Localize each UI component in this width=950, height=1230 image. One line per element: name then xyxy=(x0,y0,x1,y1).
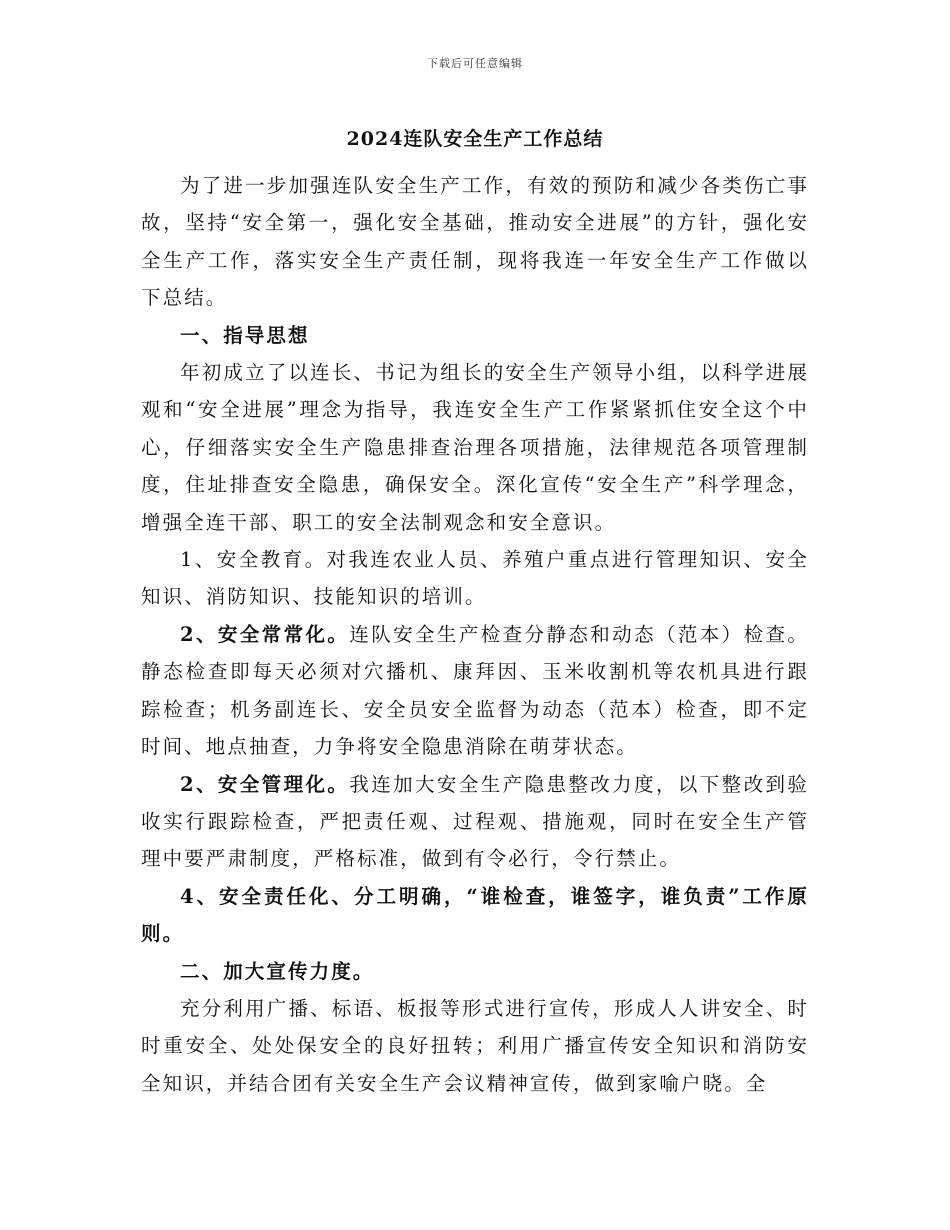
safety-management-text: 我连加大安全生产隐患整改力度，以下整改到验收实行跟踪检查，严把责任观、过程观、措施观，同时在安全生产管理中要严肃制度，严格标准，做到有令必行，令行禁止。 xyxy=(141,772,809,871)
safety-management-paragraph xyxy=(141,766,809,878)
safety-education-paragraph: 1、安全教育。对我连农业人员、养殖户重点进行管理知识、安全知识、消防知识、技能知识的培训。 xyxy=(141,548,809,609)
document-body xyxy=(141,167,809,1102)
safety-responsibility-paragraph: 4、安全责任化、分工明确，“谁检查，谁签字，谁负责”工作原则。 xyxy=(141,884,809,946)
guiding-thought-paragraph: 年初成立了以连长、书记为组长的安全生产领导小组，以科学进展观和“安全进展”理念为指导，我连安全生产工作紧紧抓住安全这个中心，仔细落实安全生产隐患排查治理各项措施，法律规范各项管理制度，住址排查安全隐患，确保安全。深化宣传“安全生产”科学理念，增强全连干部、职工的安全法制观念和安全意识。 xyxy=(141,361,809,534)
safety-management-lead: 2、安全管理化。 xyxy=(180,772,350,796)
section-heading-guiding-thought: 一、指导思想 xyxy=(180,323,310,347)
intro-paragraph: 为了进一步加强连队安全生产工作，有效的预防和减少各类伤亡事故，坚持“安全第一，强化安全基础，推动安全进展”的方针，强化安全生产工作，落实安全生产责任制，现将我连一年安全生产工作做以下总结。 xyxy=(141,174,809,310)
safety-routine-text: 连队安全生产检查分静态和动态（范本）检查。静态检查即每天必须对穴播机、康拜因、玉米收割机等农机具进行跟踪检查；机务副连长、安全员安全监督为动态（范本）检查，即不定时间、地点抽查，力争将安全隐患消除在萌芽状态。 xyxy=(141,622,809,759)
header-note: 下载后可任意编辑 xyxy=(427,57,523,70)
publicity-paragraph: 充分利用广播、标语、板报等形式进行宣传，形成人人讲安全、时时重安全、处处保安全的良好扭转；利用广播宣传安全知识和消防安全知识，并结合团有关安全生产会议精神宣传，做到家喻户晓。全 xyxy=(141,996,809,1095)
document-title: 2024连队安全生产工作总结 xyxy=(346,128,604,150)
safety-routine-paragraph xyxy=(141,616,809,766)
section-heading-publicity: 二、加大宣传力度。 xyxy=(180,959,375,983)
safety-routine-lead: 2、安全常常化。 xyxy=(180,622,350,646)
